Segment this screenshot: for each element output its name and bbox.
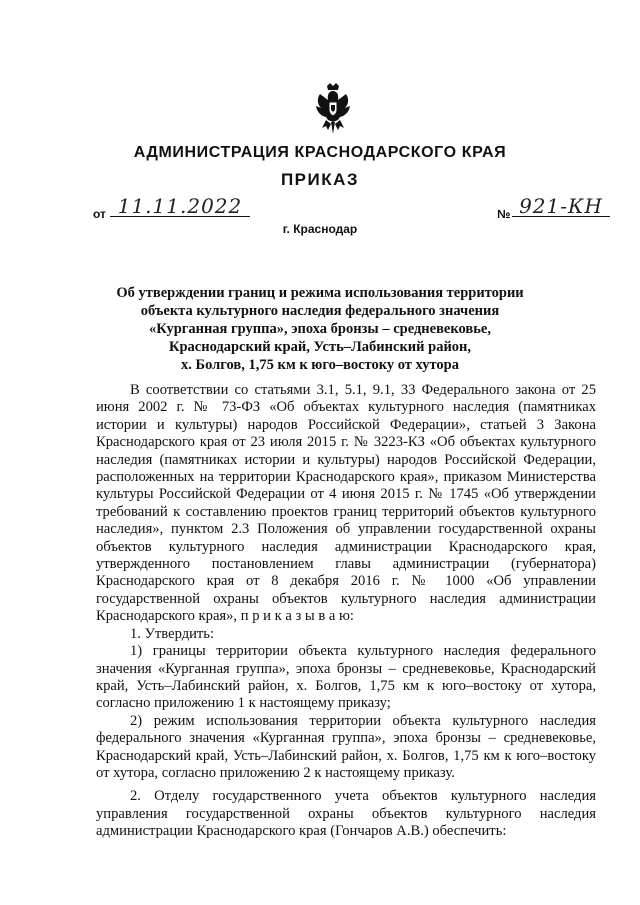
document-body [96,382,596,841]
organization-name: АДМИНИСТРАЦИЯ КРАСНОДАРСКОГО КРАЯ [133,144,507,161]
document-title [100,284,540,374]
date-prefix: от [93,207,106,221]
preamble-paragraph: В соответствии со статьями 3.1, 5.1, 9.1, 33 Федерального закона от 25 июня 2002 г. № 73-ФЗ «Об объектах культурного наследия (памятниках истории и культуры) народов Российской Федерации», статьей 3 Закона Краснодарского края от 23 июля 2015 г. № 3223-КЗ «Об объектах культурного наследия (памятниках истории и культуры) народов Российской Федерации, расположенных на территории Краснодарского края», приказом Министерства культуры Российской Федерации от 4 июня 2015 г. № 1745 «Об утверждении требований к составлению проектов границ территорий объектов культурного наследия», пунктом 2.3 Положения об управлении государственной охраны объектов культурного наследия администрации Краснодарского края, утвержденного постановлением главы администрации (губернатора) Краснодарского края от 8 декабря 2016 г. № 1000 «Об управлении государственной охраны объектов культурного наследия администрации Краснодарского края», п р и к а з ы в а ю: [96,382,596,625]
title-line: объекта культурного наследия федерального значения [140,303,500,319]
title-line: Краснодарский край, Усть–Лабинский район, [168,339,472,355]
item-2: 2. Отделу государственного учета объектов культурного наследия управления государственной охраны объектов культурного наследия администрации Краснодарского края (Гончаров А.В.) обеспечить: [96,788,596,840]
item-1-2: 2) режим использования территории объекта культурного наследия федерального значения «Курганная группа», эпоха бронзы – средневековье, Краснодарский край, Усть–Лабинский район, х. Болгов, 1,75 км к юго–востоку от хутора, согласно приложению 2 к настоящему приказу. [96,712,596,781]
document-city: г. Краснодар [282,222,358,236]
item-1: 1. Утвердить: [130,625,215,642]
document-number: 921-КН [512,194,610,217]
title-line: х. Болгов, 1,75 км к юго–востоку от хутора [181,357,459,373]
title-line: Об утверждении границ и режима использования территории [116,285,524,301]
title-line: «Курганная группа», эпоха бронзы – средневековье, [149,321,491,337]
item-1-1: 1) границы территории объекта культурного наследия федерального значения «Курганная группа», эпоха бронзы – средневековье, Краснодарский край, Усть–Лабинский район, х. Болгов, 1,75 км к юго–востоку от хутора, согласно приложению 1 к настоящему приказу; [96,643,596,712]
document-type: ПРИКАЗ [280,170,360,189]
number-prefix: № [497,207,511,221]
document-date: 11.11.2022 [110,194,250,217]
coat-of-arms-icon [312,82,354,136]
